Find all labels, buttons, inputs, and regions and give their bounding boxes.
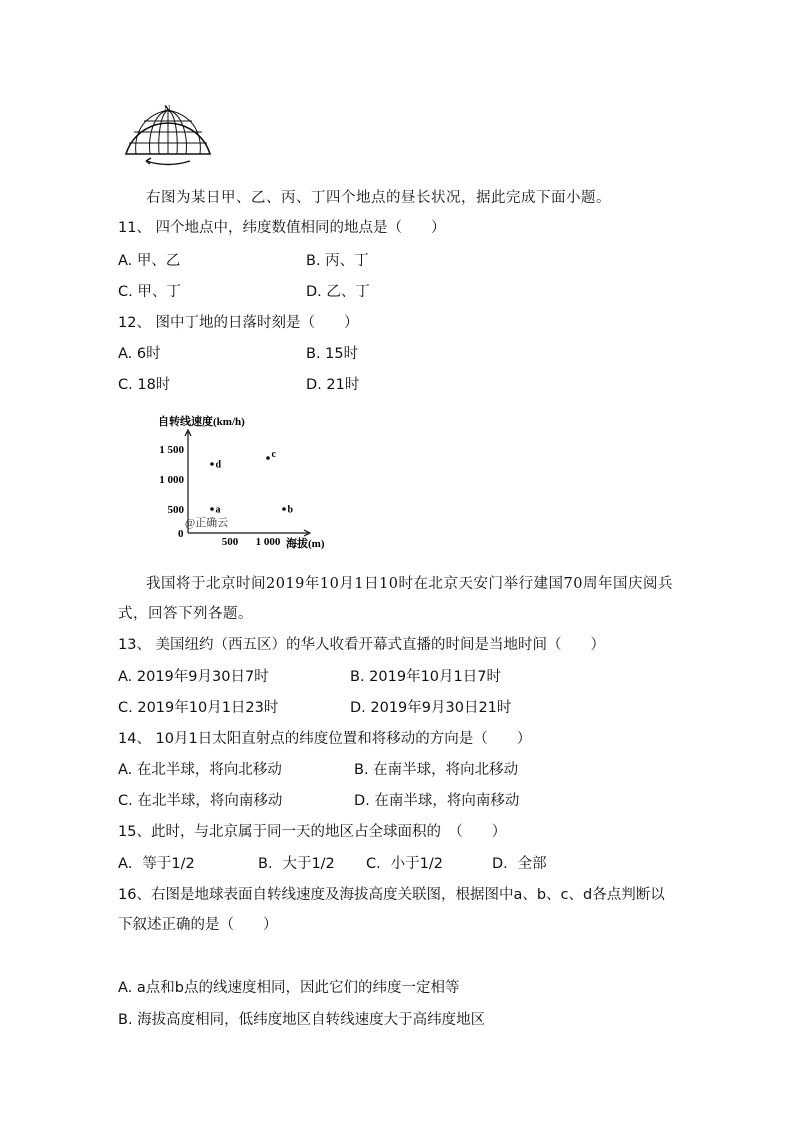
y-tick-1500: 1 500: [159, 444, 184, 456]
question-15-stem: 15、此时，与北京属于同一天的地区占全球面积的 （ ）: [118, 824, 507, 840]
q13-option-a: A. 2019年9月30日7时: [118, 669, 269, 685]
scatter-chart: [150, 408, 340, 553]
y-tick-500: 500: [167, 504, 184, 516]
question-13-stem: 13、 美国纽约（西五区）的华人收看开幕式直播的时间是当地时间（ ）: [118, 637, 606, 653]
point-label-c: c: [271, 449, 276, 460]
question-11-stem: 11、 四个地点中，纬度数值相同的地点是（ ）: [118, 220, 446, 236]
intro-text-2-line1: 我国将于北京时间2019年10月1日10时在北京天安门举行建国70周年国庆阅兵: [146, 576, 673, 592]
globe-figure: [118, 102, 218, 170]
q12-option-c: C. 18时: [118, 377, 171, 393]
north-label: N: [164, 104, 171, 114]
point-a: [210, 507, 214, 511]
q11-option-d: D. 乙、丁: [306, 284, 370, 300]
q11-option-a: A. 甲、乙: [118, 253, 181, 269]
q12-option-d: D. 21时: [306, 377, 360, 393]
chart-ylabel: 自转线速度(km/h): [158, 416, 245, 428]
point-label-b: b: [287, 504, 294, 516]
point-label-d: d: [215, 459, 222, 471]
question-14-stem: 14、 10月1日太阳直射点的纬度位置和将移动的方向是（ ）: [118, 731, 532, 747]
q13-option-c: C. 2019年10月1日23时: [118, 700, 279, 716]
question-16-stem-line2: 下叙述正确的是（ ）: [118, 917, 278, 933]
q14-option-c: C. 在北半球，将向南移动: [118, 793, 283, 809]
q15-option-a: A．等于1/2: [118, 856, 195, 872]
chart-xlabel: 海拔(m): [286, 538, 325, 550]
point-b: [282, 507, 286, 511]
x-tick-500: 500: [221, 536, 239, 548]
point-c: [266, 456, 270, 460]
q13-option-b: B. 2019年10月1日7时: [350, 669, 501, 685]
q14-option-d: D. 在南半球，将向南移动: [354, 793, 520, 809]
watermark: @正确云: [185, 517, 229, 529]
q15-option-b: B．大于1/2: [258, 856, 335, 872]
question-16-stem-line1: 16、右图是地球表面自转线速度及海拔高度关联图，根据图中a、b、c、d各点判断以: [118, 887, 665, 903]
q13-option-d: D. 2019年9月30日21时: [350, 700, 512, 716]
point-label-a: a: [215, 504, 221, 516]
q16-option-a: A. a点和b点的线速度相同，因此它们的纬度一定相等: [118, 980, 460, 996]
q11-option-b: B. 丙、丁: [306, 253, 369, 269]
intro-text-2-line2: 式，回答下列各题。: [118, 606, 253, 622]
q14-option-b: B. 在南半球，将向北移动: [354, 762, 519, 778]
x-tick-1000: 1 000: [255, 536, 281, 548]
intro-text-1: 右图为某日甲、乙、丙、丁四个地点的昼长状况，据此完成下面小题。: [146, 190, 611, 206]
y-tick-1000: 1 000: [159, 474, 184, 486]
q14-option-a: A. 在北半球，将向北移动: [118, 762, 282, 778]
q15-option-c: C．小于1/2: [366, 856, 443, 872]
q12-option-a: A. 6时: [118, 346, 161, 362]
q12-option-b: B. 15时: [306, 346, 359, 362]
origin-label: 0: [178, 528, 184, 540]
q11-option-c: C. 甲、丁: [118, 284, 181, 300]
q16-option-b: B. 海拔高度相同，低纬度地区自转线速度大于高纬度地区: [118, 1012, 486, 1028]
point-d: [210, 462, 214, 466]
hemisphere-diagram: [118, 102, 218, 170]
q15-option-d: D．全部: [492, 856, 547, 872]
question-12-stem: 12、 图中丁地的日落时刻是（ ）: [118, 315, 359, 331]
